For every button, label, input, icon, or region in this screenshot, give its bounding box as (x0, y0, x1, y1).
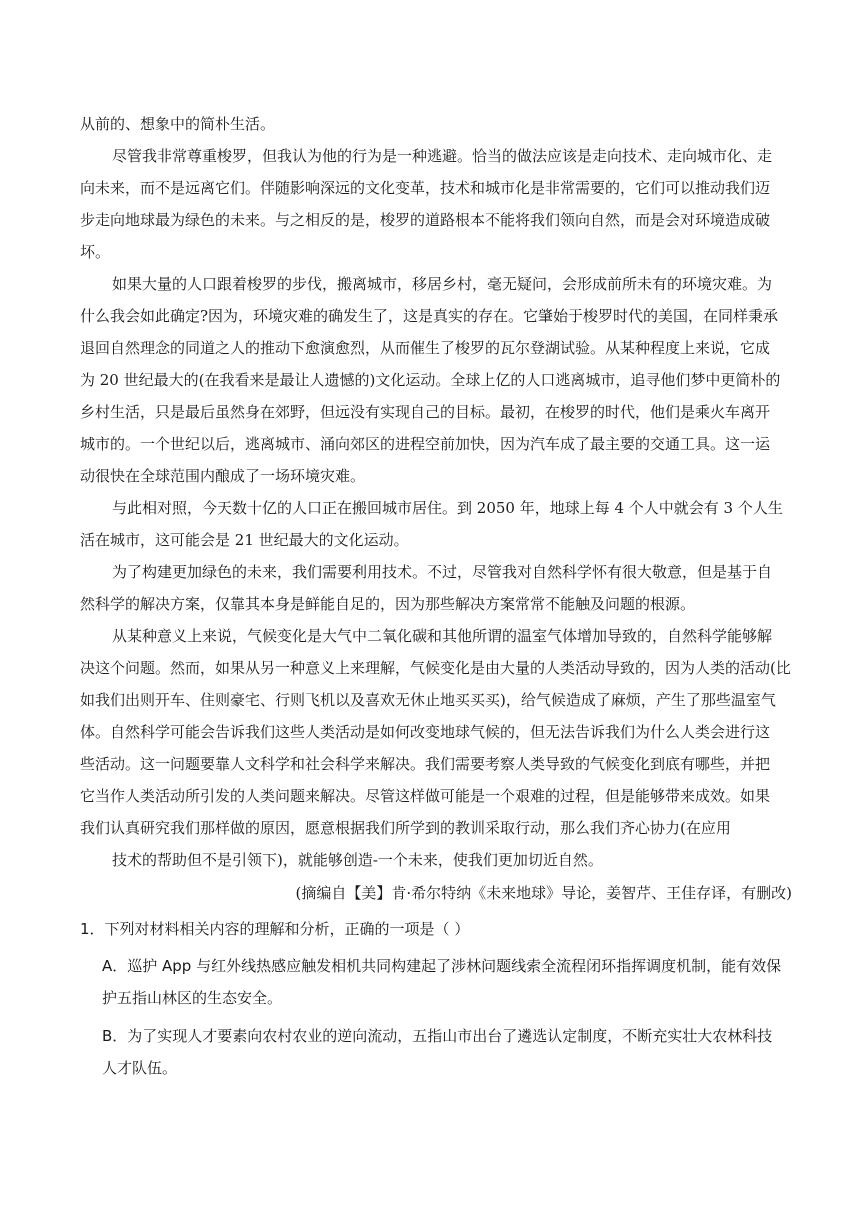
text-line: 什么我会如此确定?因为，环境灾难的确发生了，这是真实的存在。它肇始于梭罗时代的美国，在同样秉承 (80, 307, 779, 325)
paragraph-continuation (80, 108, 792, 140)
paragraph-thoreau-escape (80, 140, 792, 268)
text-line: 活在城市，这可能会是 21 世纪最大的文化运动。 (80, 531, 409, 549)
text-line: 它当作人类活动所引发的人类问题来解决。尽管这样做可能是一个艰难的过程，但是能够带来成效。如果 (80, 787, 771, 805)
text-line: 决这个问题。然而，如果从另一种意义上来理解，气候变化是由大量的人类活动导致的，因为人类的活动(比 (80, 659, 791, 677)
text-line: 乡村生活，只是最后虽然身在郊野，但远没有实现自己的目标。最初，在梭罗的时代，他们是乘火车离开 (80, 403, 771, 421)
text-line: 向未来，而不是远离它们。伴随影响深远的文化变革，技术和城市化是非常需要的，它们可以推动我们迈 (80, 179, 771, 197)
text-line: 体。自然科学可能会告诉我们这些人类活动是如何改变地球气候的，但无法告诉我们为什么人类会进行这 (80, 723, 771, 741)
text-line: 如我们出则开车、住则豪宅、行则飞机以及喜欢无休止地买买买)，给气候造成了麻烦，产生了那些温室气 (80, 691, 776, 709)
option-b-line: B．为了实现人才要素向农村农业的逆向流动，五指山市出台了遴选认定制度，不断充实壮大农林科技 (102, 1027, 773, 1045)
text-line: 步走向地球最为绿色的未来。与之相反的是，梭罗的道路根本不能将我们领向自然，而是会对环境造成破 (80, 211, 771, 229)
text-line: 动很快在全球范围内酿成了一场环境灾难。 (80, 467, 366, 485)
text-line: 技术的帮助但不是引领下)，就能够创造-一个未来，使我们更加切近自然。 (112, 851, 603, 869)
text-line: 些活动。这一问题要靠人文科学和社会科学来解决。我们需要考察人类导致的气候变化到底有哪些，并把 (80, 755, 771, 773)
text-line: 城市的。一个世纪以后，逃离城市、涌向郊区的进程空前加快，因为汽车成了最主要的交通工具。这一运 (80, 435, 771, 453)
paragraph-climate-change (80, 620, 792, 844)
text-line: 如果大量的人口跟着梭罗的步伐，搬离城市，移居乡村，毫无疑问，会形成前所未有的环境灾难。为 (112, 275, 773, 293)
option-a (80, 950, 792, 1014)
option-a-line: A．巡护 App 与红外线热感应触发相机共同构建起了涉林问题线索全流程闭环指挥调度机制，能有效保 (102, 957, 782, 975)
option-b (80, 1020, 792, 1084)
paragraph-use-technology (80, 556, 792, 620)
text-line: 我们认真研究我们那样做的原因，愿意根据我们所学到的教训采取行动，那么我们齐心协力(在应用 (80, 819, 731, 837)
text-line: 为了构建更加绿色的未来，我们需要利用技术。不过，尽管我对自然科学怀有很大敬意，但是基于自 (112, 563, 773, 581)
document-page (80, 108, 792, 1084)
paragraph-return-to-cities (80, 492, 792, 556)
paragraph-closing (80, 844, 792, 876)
option-b-line: 人才队伍。 (102, 1059, 178, 1077)
source-attribution: (摘编自【美】肯·希尔特纳《未来地球》导论，姜智芹、王佳存译，有删改) (295, 884, 792, 902)
paragraph-environmental-disaster (80, 268, 792, 492)
question-1-stem: 1．下列对材料相关内容的理解和分析，正确的一项是（ ） (80, 920, 470, 938)
text-line: 为 20 世纪最大的(在我看来是最让人遗憾的)文化运动。全球上亿的人口逃离城市，追寻他们梦中更简朴的 (80, 371, 781, 389)
text-line: 尽管我非常尊重梭罗，但我认为他的行为是一种逃避。恰当的做法应该是走向技术、走向城市化、走 (112, 147, 773, 165)
text-line: 坏。 (80, 243, 111, 261)
option-a-line: 护五指山林区的生态安全。 (102, 989, 283, 1007)
text-line: 从前的、想象中的简朴生活。 (80, 115, 276, 133)
text-line: 退回自然理念的同道之人的推动下愈演愈烈，从而催生了梭罗的瓦尔登湖试验。从某种程度上来说，它成 (80, 339, 771, 357)
text-line: 然科学的解决方案，仅靠其本身是鲜能自足的，因为那些解决方案常常不能触及问题的根源。 (80, 595, 696, 613)
text-line: 与此相对照，今天数十亿的人口正在搬回城市居住。到 2050 年，地球上每 4 个人中就会有 3 个人生 (112, 499, 783, 517)
text-line: 从某种意义上来说，气候变化是大气中二氧化碳和其他所谓的温室气体增加导致的，自然科学能够解 (112, 627, 773, 645)
